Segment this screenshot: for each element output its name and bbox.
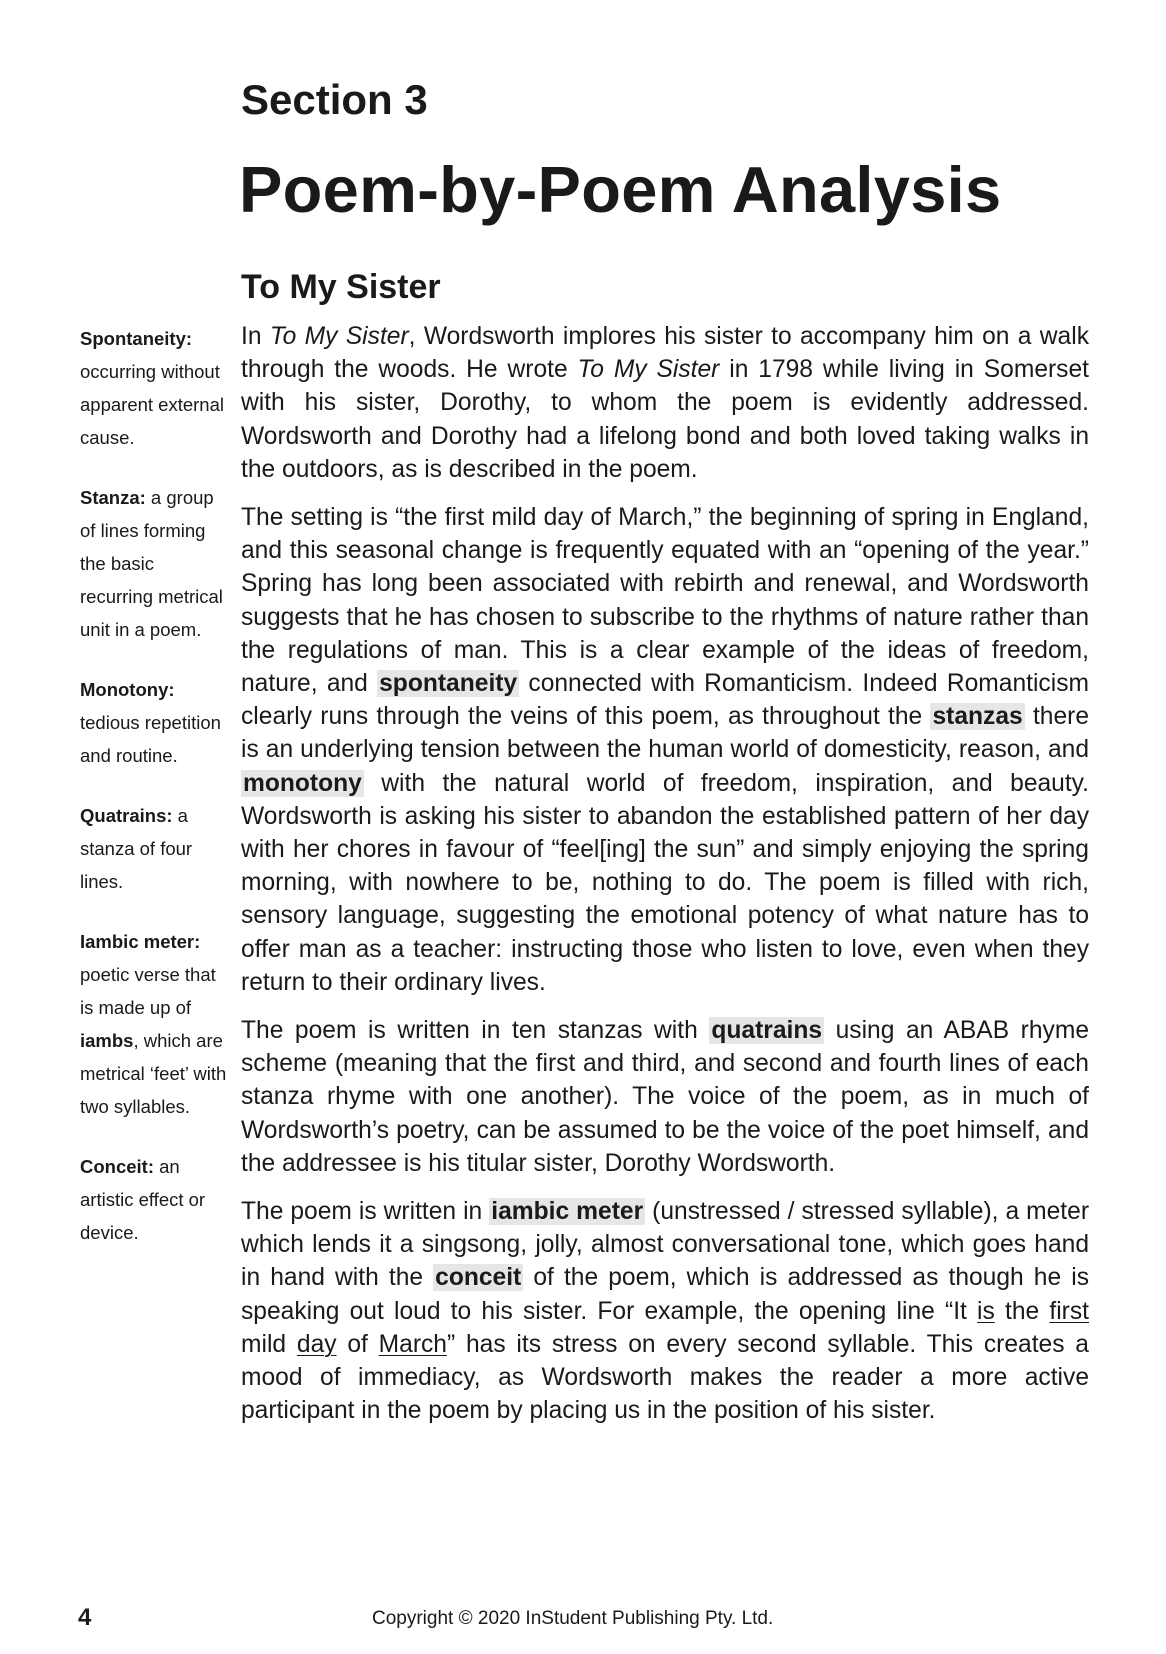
glossary-definition: tedious repetition and routine. (80, 712, 221, 766)
glossary-term: Iambic meter: (80, 931, 201, 952)
glossary-item-spontaneity (80, 322, 230, 454)
copyright-notice: Copyright © 2020 InStudent Publishing Pty. Ltd. (372, 1608, 774, 1629)
text-run: (unstressed / stressed syllable), a meter which lends it a singsong, jolly, almost conversational tone, which goes hand in hand with the (241, 1198, 1090, 1292)
glossary-item-iambic-meter (80, 925, 230, 1123)
page-number: 4 (78, 1604, 92, 1631)
glossary-inline-term: iambs (80, 1030, 134, 1051)
highlighted-term: monotony (243, 769, 362, 797)
glossary-definition: poetic verse that is made up of (80, 964, 216, 1018)
glossary-item-monotony (80, 673, 230, 772)
paragraph-meter (241, 1195, 1089, 1427)
text-run: The poem is written in (241, 1198, 490, 1226)
poem-title-italic: To My Sister (269, 323, 409, 350)
paragraph-structure (241, 1014, 1089, 1180)
glossary-item-conceit (80, 1150, 230, 1249)
section-label: Section 3 (241, 76, 428, 123)
glossary-term: Quatrains: (80, 805, 173, 826)
page-title: Poem-by-Poem Analysis (239, 153, 1002, 226)
stressed-syllable: first (1049, 1297, 1089, 1325)
glossary-term: Conceit: (80, 1156, 154, 1177)
highlighted-term: stanzas (932, 703, 1023, 731)
text-run: The setting is “the first mild day of March,” the beginning of spring in England, and this seasonal change is frequently equated with an “opening of the year.” Spring has long been associated with rebirth and renewal, and Wordsworth suggests that he has chosen to subscribe to the rhythms of nature rather than the regulations of man. This is a clear example of the ideas of freedom, nature, and (241, 504, 1089, 698)
text-run: connected with Romanticism. Indeed Romanticism clearly runs through the veins of this poem, as throughout the (241, 670, 1089, 731)
glossary-item-quatrains (80, 799, 230, 898)
paragraph-intro (241, 320, 1089, 486)
glossary-sidebar (80, 322, 230, 1276)
stressed-syllable: day (296, 1330, 337, 1358)
text-run: In (241, 323, 270, 350)
text-run: using an ABAB rhyme scheme (meaning that the first and third, and second and fourth lines of each stanza rhyme with one another). The voice of the poem, as in much of Wordsworth’s poetry, can be assumed to be the voice of the poet himself, and the addressee is his titular sister, Dorothy Wordsworth. (241, 1017, 1089, 1177)
highlighted-term: iambic meter (491, 1198, 644, 1226)
text-run: in 1798 while living in Somerset with his sister, Dorothy, to whom the poem is evidently addressed. Wordsworth and Dorothy had a lifelong bond and both loved taking walks in the outdoors, as is described in the poem. (241, 356, 1089, 483)
glossary-definition: occurring without apparent external cause. (80, 361, 224, 448)
text-run: The poem is written in ten stanzas with (241, 1017, 710, 1045)
glossary-definition: a group of lines forming the basic recurring metrical unit in a poem. (80, 487, 223, 640)
text-run: there is an underlying tension between the human world of domesticity, reason, and (241, 703, 1089, 764)
text-run: with the natural world of freedom, inspiration, and beauty. Wordsworth is asking his sister to abandon the established pattern of her day with her chores in favour of “feel[ing] the sun” and simply enjoying the spring morning, with nowhere to be, nothing to do. The poem is filled with rich, sensory language, suggesting the emotional potency of what nature has to offer man as a teacher: instructing those who listen to love, even when they return to their ordinary lives. (241, 769, 1089, 996)
glossary-definition: a stanza of four lines. (80, 805, 193, 892)
poem-title-italic: To My Sister (577, 356, 720, 384)
glossary-term: Spontaneity: (80, 328, 193, 349)
glossary-term: Stanza: (80, 487, 146, 508)
glossary-term: Monotony: (80, 679, 175, 700)
stressed-syllable: is (977, 1297, 995, 1325)
poem-heading: To My Sister (241, 268, 441, 306)
text-run: of (336, 1330, 379, 1358)
text-run: mild (241, 1330, 297, 1358)
highlighted-term: spontaneity (379, 670, 518, 698)
glossary-definition: , which are metrical ‘feet’ with two syllables. (80, 1030, 227, 1117)
text-run: , Wordsworth implores his sister to accompany him on a walk through the woods. He wrote (241, 323, 1089, 384)
text-run: of the poem, which is addressed as though he is speaking out loud to his sister. For example, the opening line “It (241, 1264, 1090, 1325)
text-run: ” has its stress on every second syllable. This creates a mood of immediacy, as Wordsworth makes the reader a more active participant in the poem by placing us in the position of his sister. (241, 1330, 1089, 1425)
glossary-definition: an artistic effect or device. (80, 1156, 206, 1243)
highlighted-term: conceit (435, 1264, 522, 1292)
paragraph-setting (241, 501, 1089, 999)
text-run: the (994, 1297, 1050, 1325)
analysis-body (241, 320, 1089, 1443)
glossary-item-stanza (80, 481, 230, 646)
highlighted-term: quatrains (711, 1017, 823, 1045)
stressed-syllable: March (378, 1330, 447, 1358)
